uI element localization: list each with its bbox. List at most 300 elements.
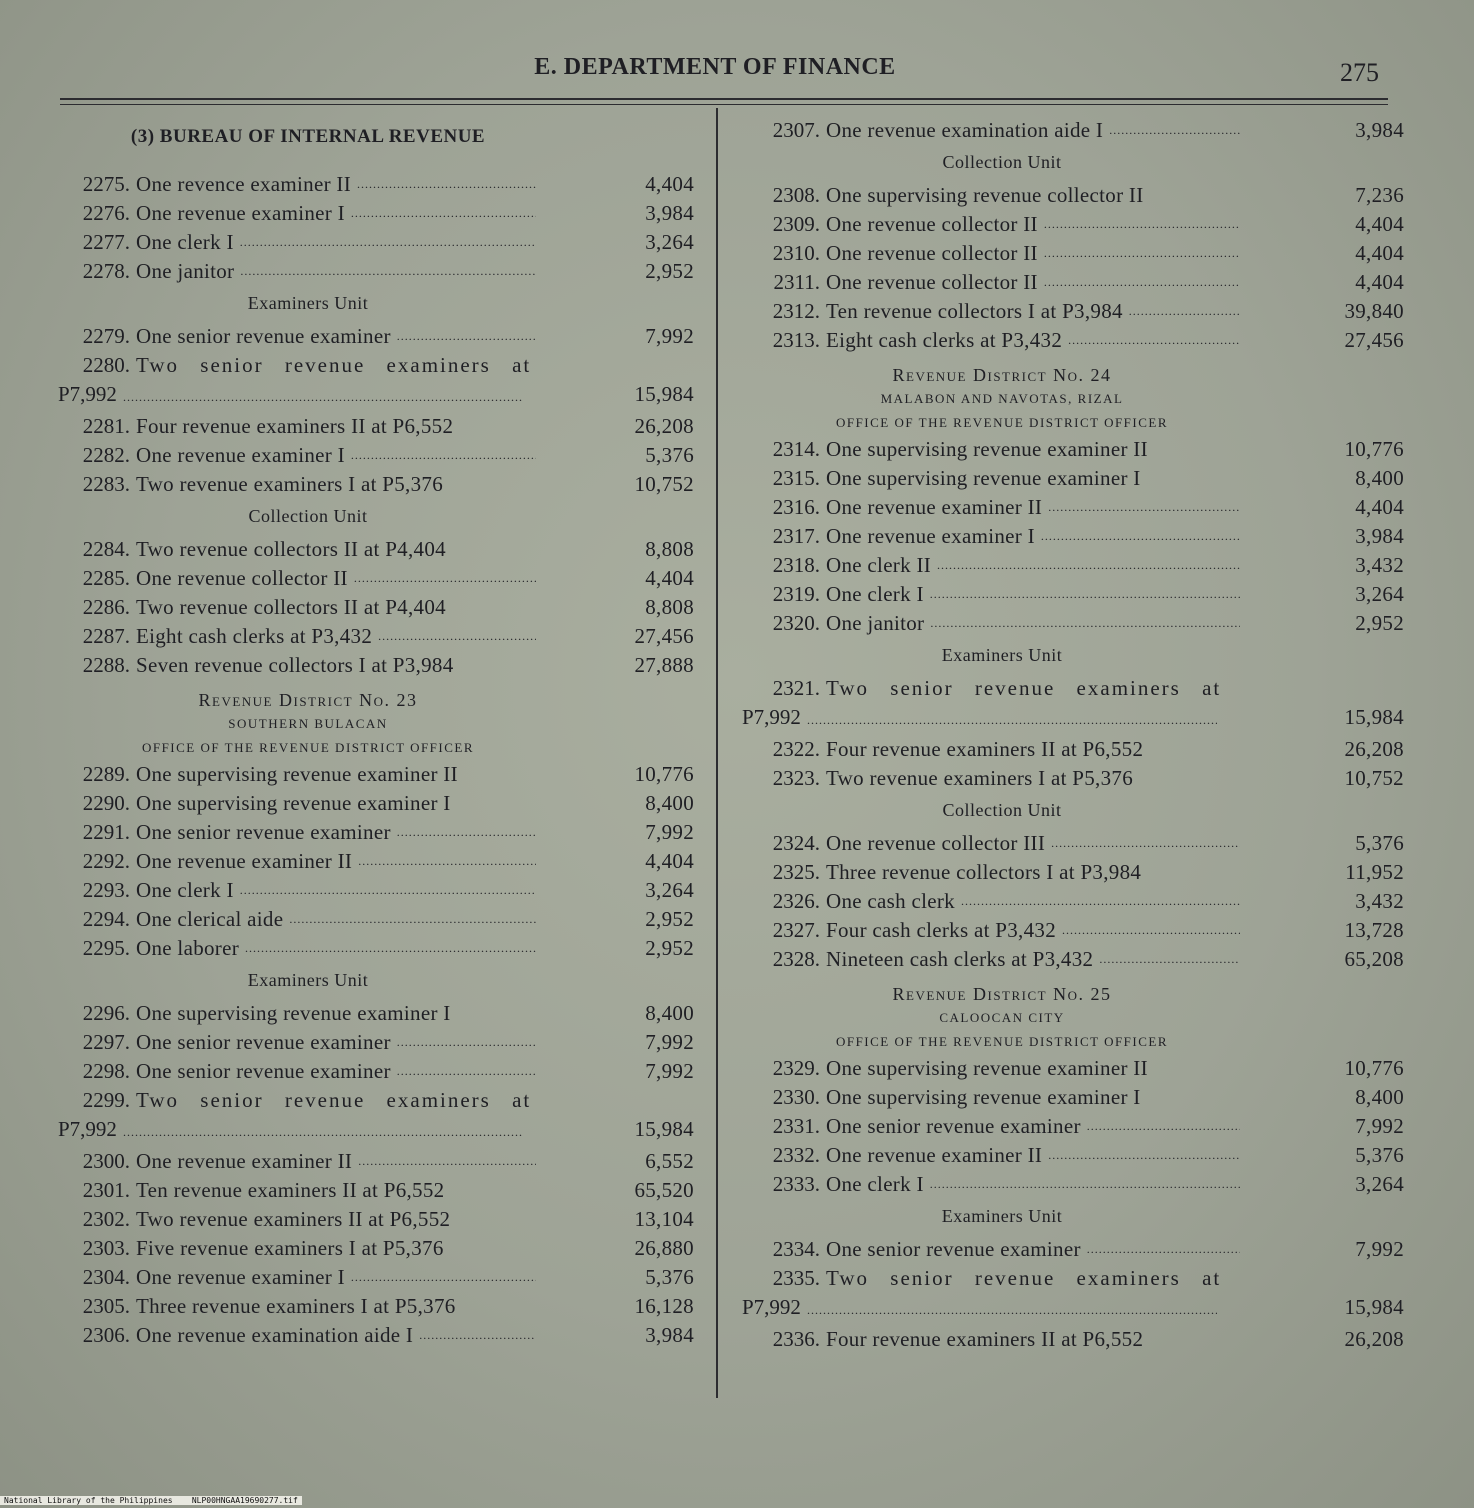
entry-number: 2326. — [772, 889, 820, 913]
budget-entry — [742, 1112, 1404, 1141]
entry-description-text: Four cash clerks at P3,432 — [826, 918, 1057, 942]
entry-description-text: Two revenue examiners I at P5,376 — [136, 472, 444, 496]
budget-entry — [58, 228, 694, 257]
entry-description-text: One supervising revenue examiner I — [136, 1001, 451, 1025]
budget-entry — [58, 1292, 694, 1321]
entry-first-line — [742, 674, 1404, 703]
budget-entry — [742, 580, 1404, 609]
entry-description — [136, 170, 536, 199]
entry-amount: 13,728 — [1344, 918, 1404, 942]
entry-description — [136, 905, 536, 934]
entry-description-text: Two revenue collectors II at P4,404 — [136, 537, 446, 561]
entry-number: 2310. — [772, 241, 820, 265]
entry-description — [136, 818, 536, 847]
budget-entry — [58, 934, 694, 963]
entry-number: 2280. — [82, 353, 130, 377]
entry-description-text: One revenue collector II — [826, 212, 1038, 236]
budget-entry — [742, 1170, 1404, 1199]
budget-entry — [58, 470, 694, 499]
entry-amount: 5,376 — [1355, 831, 1404, 855]
entry-description — [136, 322, 536, 351]
budget-entry — [742, 181, 1404, 210]
section-heading: Collection Unit — [248, 506, 368, 526]
entry-description — [826, 326, 1240, 355]
entry-amount: 26,208 — [1344, 737, 1404, 761]
entry-description — [826, 1141, 1240, 1170]
entry-description — [136, 412, 536, 441]
entry-list — [58, 535, 694, 680]
entry-amount: 3,264 — [1355, 1172, 1404, 1196]
entry-amount: 7,236 — [1355, 183, 1404, 207]
entry-description-text: One clerk I — [826, 582, 924, 606]
entry-list — [742, 116, 1404, 145]
entry-description — [136, 1205, 536, 1234]
entry-description — [136, 535, 536, 564]
entry-number: 2316. — [772, 495, 820, 519]
entry-amount: 7,992 — [645, 1059, 694, 1083]
entry-number: 2279. — [82, 324, 130, 348]
entry-description-text: One supervising revenue examiner I — [136, 791, 451, 815]
entry-amount: 7,992 — [645, 1030, 694, 1054]
entry-amount: 7,992 — [1355, 1114, 1404, 1138]
budget-entry — [58, 760, 694, 789]
entry-description — [826, 1235, 1240, 1264]
entry-number: 2336. — [772, 1327, 820, 1351]
entry-amount: 7,992 — [645, 324, 694, 348]
entry-number: 2294. — [82, 907, 130, 931]
district-heading: Revenue District No. 23 — [198, 690, 418, 710]
continued-entry — [58, 351, 694, 412]
page-number: 275 — [1340, 58, 1379, 87]
entry-description — [826, 493, 1240, 522]
entry-second-line — [58, 380, 694, 412]
entry-description-text: One supervising revenue examiner I — [826, 1085, 1141, 1109]
entry-first-line — [742, 1264, 1404, 1293]
budget-entry — [742, 326, 1404, 355]
dot-leader — [245, 934, 536, 963]
entry-description — [136, 1028, 536, 1057]
entry-description — [826, 181, 1240, 210]
district-office: OFFICE OF THE REVENUE DISTRICT OFFICER — [835, 1034, 1169, 1049]
entry-amount: 15,984 — [634, 1117, 694, 1141]
entry-description-text: Two senior revenue examiners at — [826, 676, 1222, 700]
entry-description — [826, 239, 1240, 268]
entry-number: 2276. — [82, 201, 130, 225]
budget-entry — [742, 239, 1404, 268]
entry-description-text: Two revenue examiners II at P6,552 — [136, 1207, 451, 1231]
entry-description-text: One senior revenue examiner — [136, 820, 391, 844]
section-heading: Examiners Unit — [247, 970, 369, 990]
entry-description-text: One revenue examination aide I — [136, 1323, 414, 1347]
entry-description-text: One janitor — [826, 611, 925, 635]
entry-description — [136, 1147, 536, 1176]
entry-description-text: One supervising revenue collector II — [826, 183, 1144, 207]
entry-number: 2309. — [772, 212, 820, 236]
budget-entry — [58, 1176, 694, 1205]
entry-description — [136, 593, 536, 622]
dot-leader — [1109, 116, 1240, 145]
dot-leader — [937, 551, 1240, 580]
entry-first-line — [58, 1086, 694, 1115]
dot-leader — [807, 706, 1217, 735]
budget-entry — [742, 858, 1404, 887]
entry-description — [136, 1176, 536, 1205]
entry-number: 2275. — [82, 172, 130, 196]
entry-list — [58, 999, 694, 1086]
budget-entry — [742, 522, 1404, 551]
entry-amount: 15,984 — [1344, 705, 1404, 729]
entry-number: 2295. — [82, 936, 130, 960]
entry-amount: 4,404 — [645, 566, 694, 590]
budget-entry — [58, 622, 694, 651]
budget-entry — [58, 257, 694, 286]
entry-description-text: One clerical aide — [136, 907, 284, 931]
budget-entry — [58, 1057, 694, 1086]
entry-number: 2306. — [82, 1323, 130, 1347]
entry-description — [826, 464, 1240, 493]
left-column — [58, 116, 694, 1350]
dot-leader — [351, 1263, 536, 1292]
entry-description — [826, 268, 1240, 297]
entry-description — [136, 1057, 536, 1086]
entry-amount: 8,808 — [645, 595, 694, 619]
entry-description — [826, 297, 1240, 326]
section-heading: Examiners Unit — [941, 645, 1063, 665]
entry-number: 2285. — [82, 566, 130, 590]
entry-description-text: Eight cash clerks at P3,432 — [826, 328, 1063, 352]
entry-description — [136, 760, 536, 789]
entry-second-line — [742, 1293, 1404, 1325]
entry-description-text: Three revenue collectors I at P3,984 — [826, 860, 1142, 884]
entry-amount: 5,376 — [645, 443, 694, 467]
budget-entry — [742, 764, 1404, 793]
budget-entry — [742, 916, 1404, 945]
budget-entry — [742, 435, 1404, 464]
entry-description-text: One senior revenue examiner — [826, 1237, 1081, 1261]
entry-description-text: Nineteen cash clerks at P3,432 — [826, 947, 1094, 971]
dot-leader — [930, 580, 1240, 609]
entry-description-text: One clerk I — [136, 878, 234, 902]
entry-amount: 10,776 — [1344, 437, 1404, 461]
budget-entry — [742, 887, 1404, 916]
dot-leader — [240, 257, 536, 286]
budget-entry — [58, 1321, 694, 1350]
entry-amount: 10,752 — [634, 472, 694, 496]
entry-number: 2321. — [772, 676, 820, 700]
entry-number: 2331. — [772, 1114, 820, 1138]
entry-amount: 27,888 — [634, 653, 694, 677]
entry-description-text: Eight cash clerks at P3,432 — [136, 624, 373, 648]
dot-leader — [397, 818, 536, 847]
entry-description-text: Three revenue examiners I at P5,376 — [136, 1294, 456, 1318]
entry-description-text: One revenue examiner II — [136, 1149, 353, 1173]
entry-description-text: Two revenue examiners I at P5,376 — [826, 766, 1134, 790]
entry-amount: 8,400 — [1355, 466, 1404, 490]
entry-description — [136, 257, 536, 286]
entry-description-text: Four revenue examiners II at P6,552 — [136, 414, 454, 438]
entry-description-text: One revence examiner II — [136, 172, 352, 196]
entry-number: 2297. — [82, 1030, 130, 1054]
entry-description-text: One revenue examiner II — [136, 849, 353, 873]
budget-entry — [742, 551, 1404, 580]
entry-description — [826, 1112, 1240, 1141]
entry-description — [826, 1325, 1240, 1354]
district-heading: Revenue District No. 25 — [892, 984, 1112, 1004]
entry-description-text: Ten revenue collectors I at P3,984 — [826, 299, 1123, 323]
entry-description-text: One senior revenue examiner — [136, 324, 391, 348]
entry-description — [136, 847, 536, 876]
dot-leader — [1129, 297, 1240, 326]
entry-description-text: One revenue collector II — [826, 270, 1038, 294]
entry-description — [826, 735, 1240, 764]
entry-description — [136, 934, 536, 963]
entry-amount: 15,984 — [634, 382, 694, 406]
budget-entry — [742, 210, 1404, 239]
budget-entry — [58, 199, 694, 228]
budget-entry — [742, 609, 1404, 638]
entry-list — [58, 412, 694, 499]
budget-entry — [742, 493, 1404, 522]
entry-rate-prefix: P7,992 — [742, 705, 801, 729]
entry-description — [826, 764, 1240, 793]
budget-entry — [58, 1205, 694, 1234]
entry-amount: 27,456 — [1344, 328, 1404, 352]
entry-list — [742, 1325, 1404, 1354]
entry-description-text: Seven revenue collectors I at P3,984 — [136, 653, 454, 677]
entry-number: 2286. — [82, 595, 130, 619]
entry-amount: 8,808 — [645, 537, 694, 561]
dot-leader — [1044, 210, 1240, 239]
budget-entry — [742, 735, 1404, 764]
entry-amount: 6,552 — [645, 1149, 694, 1173]
entry-description-text: One senior revenue examiner — [826, 1114, 1081, 1138]
continued-entry — [742, 1264, 1404, 1325]
entry-description-text: One senior revenue examiner — [136, 1059, 391, 1083]
entry-number: 2301. — [82, 1178, 130, 1202]
entry-number: 2320. — [772, 611, 820, 635]
budget-entry — [58, 564, 694, 593]
entry-description-text: Four revenue examiners II at P6,552 — [826, 737, 1144, 761]
entry-description-text: One revenue examiner II — [826, 1143, 1043, 1167]
footer-filename: NLP00HNGAA19690277.tif — [191, 1496, 298, 1505]
budget-entry — [58, 789, 694, 818]
entry-description — [826, 858, 1240, 887]
entry-description — [136, 651, 536, 680]
entry-amount: 2,952 — [645, 259, 694, 283]
section-heading: Collection Unit — [942, 800, 1062, 820]
entry-description — [826, 210, 1240, 239]
entry-number: 2305. — [82, 1294, 130, 1318]
budget-entry — [742, 829, 1404, 858]
entry-rate-prefix: P7,992 — [742, 1295, 801, 1319]
entry-description — [826, 1054, 1240, 1083]
entry-description-text: One janitor — [136, 259, 235, 283]
entry-amount: 4,404 — [1355, 212, 1404, 236]
right-column — [742, 116, 1404, 1354]
entry-list — [742, 181, 1404, 355]
budget-entry — [742, 1141, 1404, 1170]
entry-number: 2290. — [82, 791, 130, 815]
budget-entry — [58, 535, 694, 564]
budget-entry — [742, 268, 1404, 297]
entry-description — [136, 999, 536, 1028]
continued-entry — [742, 674, 1404, 735]
section-heading: Collection Unit — [942, 152, 1062, 172]
entry-description — [826, 887, 1240, 916]
entry-amount: 3,984 — [1355, 524, 1404, 548]
entry-number: 2277. — [82, 230, 130, 254]
dot-leader — [930, 609, 1240, 638]
entry-description-text: Five revenue examiners I at P5,376 — [136, 1236, 444, 1260]
entry-amount: 10,776 — [1344, 1056, 1404, 1080]
entry-amount: 2,952 — [645, 907, 694, 931]
dot-leader — [351, 441, 536, 470]
entry-description-text: One supervising revenue examiner II — [826, 437, 1148, 461]
entry-number: 2291. — [82, 820, 130, 844]
entry-description — [136, 622, 536, 651]
entry-number: 2302. — [82, 1207, 130, 1231]
entry-description-text: One revenue examiner I — [136, 1265, 345, 1289]
entry-number: 2312. — [772, 299, 820, 323]
dot-leader — [961, 887, 1240, 916]
entry-number: 2311. — [773, 270, 820, 294]
budget-entry — [58, 322, 694, 351]
entry-description-text: One supervising revenue examiner I — [826, 466, 1141, 490]
entry-description-text: One supervising revenue examiner II — [136, 762, 458, 786]
entry-number: 2330. — [772, 1085, 820, 1109]
entry-amount: 4,404 — [645, 172, 694, 196]
dot-leader — [240, 228, 536, 257]
entry-amount: 3,264 — [645, 878, 694, 902]
entry-second-line — [742, 703, 1404, 735]
entry-description-text: One revenue examiner I — [826, 524, 1035, 548]
entry-description-text: One supervising revenue examiner II — [826, 1056, 1148, 1080]
entry-description — [826, 435, 1240, 464]
entry-number: 2318. — [772, 553, 820, 577]
entry-number: 2299. — [82, 1088, 130, 1112]
dot-leader — [1087, 1112, 1240, 1141]
entry-description — [136, 199, 536, 228]
budget-entry — [58, 593, 694, 622]
budget-entry — [742, 945, 1404, 974]
entry-number: 2314. — [772, 437, 820, 461]
dot-leader — [123, 383, 523, 412]
section-heading: Examiners Unit — [247, 293, 369, 313]
dot-leader — [354, 564, 536, 593]
entry-list — [742, 829, 1404, 974]
entry-description-text: One cash clerk — [826, 889, 955, 913]
dot-leader — [123, 1118, 523, 1147]
dot-leader — [358, 1147, 536, 1176]
entry-number: 2322. — [772, 737, 820, 761]
entry-number: 2332. — [772, 1143, 820, 1167]
dot-leader — [378, 622, 536, 651]
section-heading: Examiners Unit — [941, 1206, 1063, 1226]
entry-description — [136, 1234, 536, 1263]
entry-second-line — [58, 1115, 694, 1147]
dot-leader — [1044, 239, 1240, 268]
entry-description-text: One clerk I — [826, 1172, 924, 1196]
entry-number: 2324. — [772, 831, 820, 855]
entry-amount: 8,400 — [1355, 1085, 1404, 1109]
entry-number: 2307. — [772, 118, 820, 142]
entry-number: 2317. — [772, 524, 820, 548]
entry-number: 2292. — [82, 849, 130, 873]
entry-number: 2315. — [772, 466, 820, 490]
entry-list — [742, 1235, 1404, 1264]
entry-number: 2288. — [82, 653, 130, 677]
entry-description-text: One revenue collector II — [826, 241, 1038, 265]
dot-leader — [1099, 945, 1240, 974]
budget-entry — [58, 1147, 694, 1176]
dot-leader — [1068, 326, 1240, 355]
entry-description — [826, 829, 1240, 858]
entry-number: 2333. — [772, 1172, 820, 1196]
entry-amount: 10,752 — [1344, 766, 1404, 790]
entry-first-line — [58, 351, 694, 380]
entry-amount: 7,992 — [645, 820, 694, 844]
dot-leader — [1048, 1141, 1240, 1170]
entry-description — [826, 1170, 1240, 1199]
entry-description-text: Two senior revenue examiners at — [826, 1266, 1222, 1290]
entry-amount: 5,376 — [645, 1265, 694, 1289]
entry-number: 2329. — [772, 1056, 820, 1080]
entry-number: 2284. — [82, 537, 130, 561]
entry-description-text: Two senior revenue examiners at — [136, 1088, 532, 1112]
budget-entry — [58, 1028, 694, 1057]
entry-number: 2300. — [82, 1149, 130, 1173]
entry-description-text: One revenue examiner II — [826, 495, 1043, 519]
entry-amount: 3,984 — [645, 201, 694, 225]
dot-leader — [358, 847, 536, 876]
entry-number: 2325. — [772, 860, 820, 884]
entry-amount: 11,952 — [1345, 860, 1404, 884]
entry-description — [136, 1321, 536, 1350]
entry-description-text: One revenue examiner I — [136, 201, 345, 225]
entry-number: 2278. — [82, 259, 130, 283]
entry-list — [58, 1147, 694, 1350]
budget-entry — [58, 1263, 694, 1292]
dot-leader — [397, 1028, 536, 1057]
entry-description — [136, 1292, 536, 1321]
entry-description — [826, 609, 1240, 638]
entry-amount: 4,404 — [1355, 270, 1404, 294]
entry-description — [826, 580, 1240, 609]
entry-list — [58, 170, 694, 286]
entry-description — [136, 1263, 536, 1292]
budget-entry — [58, 818, 694, 847]
entry-amount: 8,400 — [645, 791, 694, 815]
entry-number: 2298. — [82, 1059, 130, 1083]
entry-description-text: One revenue collector II — [136, 566, 348, 590]
entry-description — [136, 876, 536, 905]
entry-rate-prefix: P7,992 — [58, 382, 117, 406]
entry-amount: 3,264 — [1355, 582, 1404, 606]
entry-number: 2303. — [82, 1236, 130, 1260]
entry-description-text: One revenue examiner I — [136, 443, 345, 467]
district-area: CALOOCAN CITY — [939, 1010, 1065, 1025]
entry-amount: 26,208 — [1344, 1327, 1404, 1351]
entry-amount: 26,208 — [634, 414, 694, 438]
entry-amount: 8,400 — [645, 1001, 694, 1025]
entry-number: 2304. — [82, 1265, 130, 1289]
scan-footer — [0, 1496, 302, 1505]
dot-leader — [930, 1170, 1240, 1199]
entry-description-text: Two revenue collectors II at P4,404 — [136, 595, 446, 619]
dot-leader — [807, 1296, 1217, 1325]
header-rule — [60, 98, 1388, 100]
continued-entry — [58, 1086, 694, 1147]
